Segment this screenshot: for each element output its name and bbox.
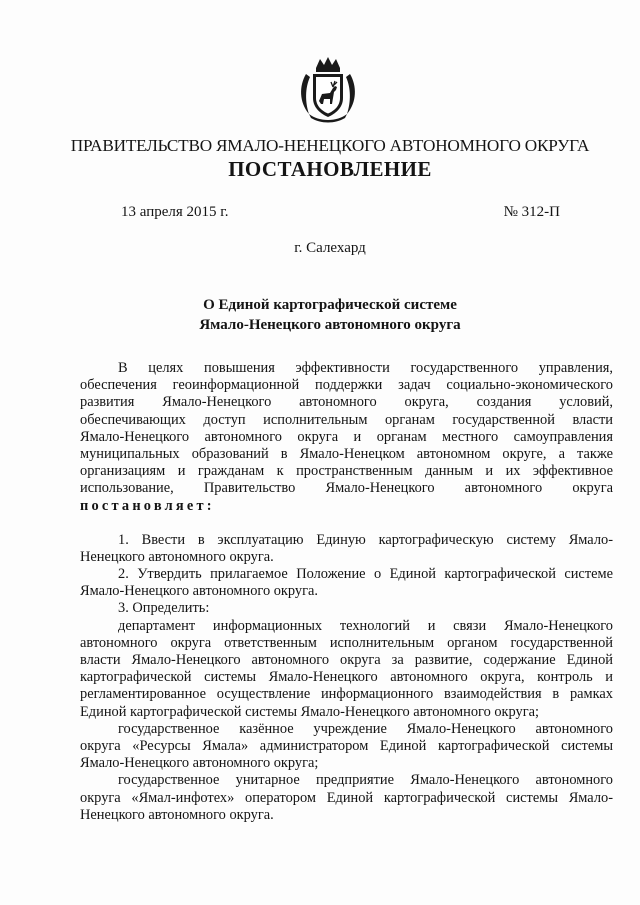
item-3a-line: власти Ямало-Ненецкого автономного округа за развитие, содержание Единой [80,652,613,668]
subject-line: О Единой картографической системе [203,297,457,313]
resolves-keyword: постановляет: [80,497,215,514]
preamble-line: В целях повышения эффективности государственного управления, [118,360,613,376]
preamble-line: использование, Правительство Ямало-Ненецкого автономного округа [80,480,613,497]
document-number: № 312-П [503,204,560,220]
paragraph-gap [80,515,613,532]
item-3a-line: автономного округа ответственным исполнительным органом государственной [80,634,613,651]
item-3c-line: Ненецкого автономного округа. [80,806,274,823]
item-3b-line: Ямало-Ненецкого автономного округа; [80,755,319,772]
item-3-header: 3. Определить: [118,600,210,617]
subject-line: Ямало-Ненецкого автономного округа [199,317,461,333]
item-3c-line: государственное унитарное предприятие Ямало-Ненецкого автономного [118,772,613,789]
document-city: г. Салехард [294,240,366,256]
item-2-line: 2. Утвердить прилагаемое Положение о Единой картографической системе [118,566,613,583]
preamble-line: организациям и гражданам к пространственным данным и их эффективное [80,463,613,480]
preamble-line: развития Ямало-Ненецкого автономного округа, создания условий, [80,394,613,411]
item-3b-line: округа «Ресурсы Ямала» администратором Единой картографической системы [80,737,613,754]
document-body [80,360,613,824]
item-3c-line: округа «Ямал-инфотех» оператором Единой картографической системы Ямало- [80,789,613,806]
item-3a-line: департамент информационных технологий и связи Ямало-Ненецкого [118,617,613,634]
item-1-line: 1. Ввести в эксплуатацию Единую картографическую систему Ямало- [118,531,613,548]
document-date: 13 апреля 2015 г. [121,204,229,220]
yamal-coat-of-arms-icon [297,54,359,126]
item-3a-line: Единой картографической системы Ямало-Ненецкого автономного округа; [80,703,540,720]
item-1-line: Ненецкого автономного округа. [80,548,274,565]
preamble-line: обеспечения геоинформационной поддержки задач социально-экономического [80,377,613,394]
government-title: ПРАВИТЕЛЬСТВО ЯМАЛО-НЕНЕЦКОГО АВТОНОМНОГО ОКРУГА [70,136,590,155]
preamble-line: обеспечивающих доступ исполнительным органам государственной власти [80,411,613,428]
item-3a-line: регламентированное осуществление информационного взаимодействия в рамках [80,686,613,703]
preamble-line: муниципальных образований в Ямало-Ненецком автономном округе, а также [80,445,613,462]
document-type: ПОСТАНОВЛЕНИЕ [228,157,432,181]
item-3a-line: картографической системы Ямало-Ненецкого автономного округа, контроль и [80,669,613,686]
document-subject [60,295,600,335]
item-2-line: Ямало-Ненецкого автономного округа. [80,583,319,600]
item-3b-line: государственное казённое учреждение Ямало-Ненецкого автономного [118,720,613,737]
preamble-line: Ямало-Ненецкого автономного округа и органам местного самоуправления [80,428,613,445]
